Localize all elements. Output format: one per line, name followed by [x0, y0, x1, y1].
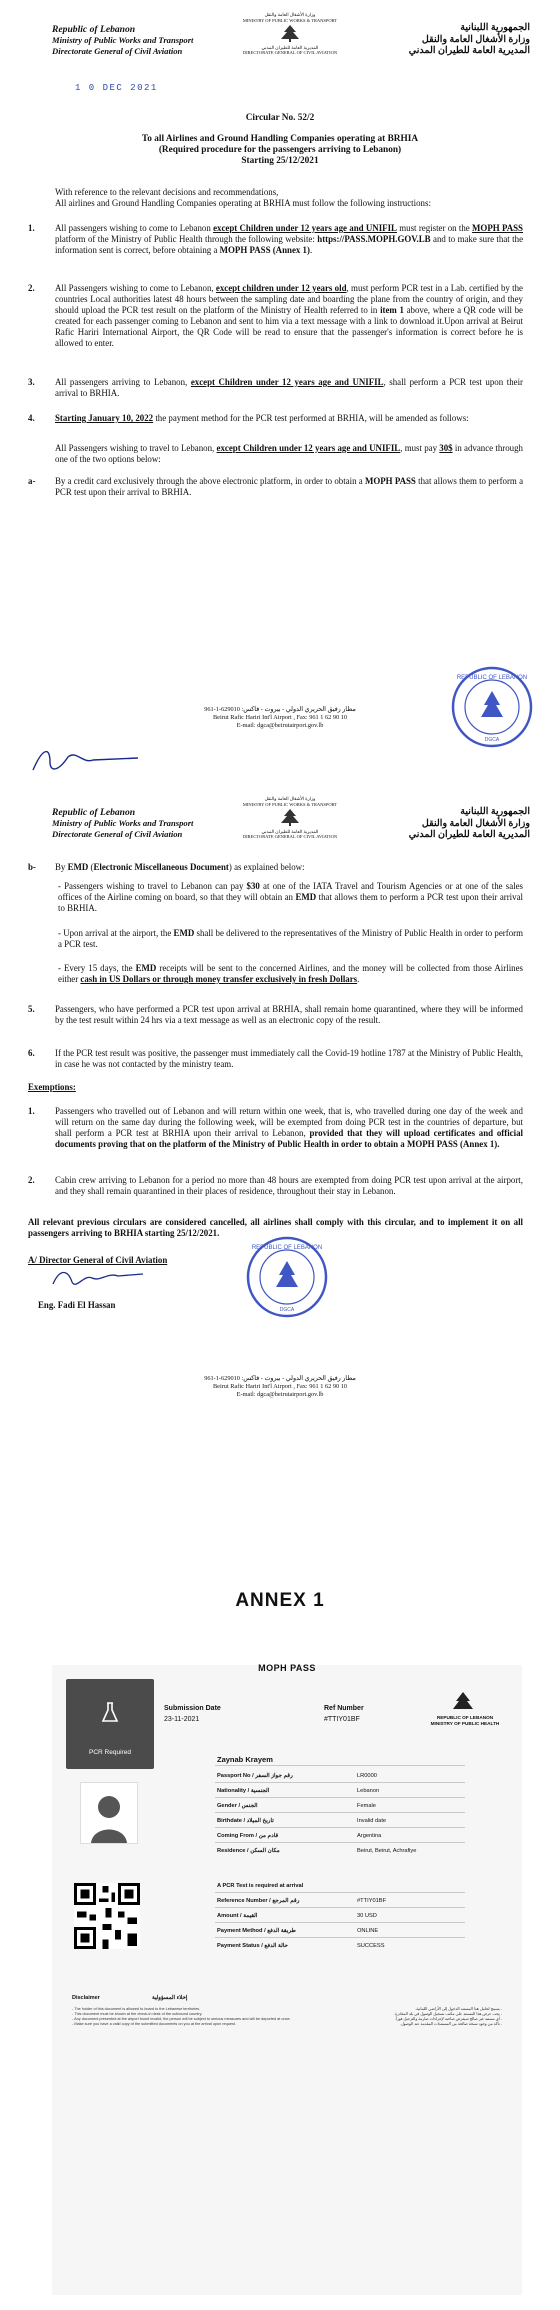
- exemption-1-paragraph: [55, 1106, 523, 1150]
- signer-title: A/ Director General of Civil Aviation: [28, 1255, 168, 1265]
- disclaimer-line: - Make sure you have a valid copy of the submitted documents on you at the arrival upon request.: [72, 2022, 236, 2026]
- emphasis: Starting January 10, 2022: [55, 413, 154, 423]
- text: .: [309, 245, 313, 256]
- text: Passengers who travelled out of Lebanon and will return within one week, that is, who travelled during one day of the week and will return on the same day during the following week, will be exempted from doing PCR test in the countries of departure, but shall perform a PCR test at BRHIA upon their arrival to Lebanon,: [55, 1106, 523, 1139]
- header-right-block: [409, 22, 530, 57]
- row-value: Beirut, Beirut, Achrafiye: [357, 1848, 417, 1854]
- footer-email: E-mail: dgca@beirutairport.gov.lb: [236, 722, 324, 729]
- item-letter: b-: [28, 862, 36, 872]
- text: and to make sure that the information sent is correct, before obtaining a: [55, 234, 524, 256]
- emphasis: item 1: [380, 305, 404, 316]
- circular-page-2: [0, 790, 560, 1550]
- disclaimer-line: - يسمح لحامل هذا المستند الدخول إلى الأراضي اللبنانية.: [415, 2007, 502, 2011]
- disclaimer-line: - Any document presented at the airport found invalid, the person will be subject to serious measures and will be deported at once.: [72, 2017, 291, 2021]
- row-label: Payment Method / طريقة الدفع: [217, 1928, 297, 1934]
- moph-pass-title: MOPH PASS: [258, 1663, 316, 1673]
- emphasis: EMD: [67, 862, 89, 872]
- center-line: وزارة الأشغال العامة والنقل: [264, 796, 316, 801]
- text: shall be delivered to the representatives of the Ministry of Public Health in order to perform a PCR test.: [58, 928, 524, 950]
- disclaimer-text-en: [72, 2007, 292, 2027]
- item-3-paragraph: [55, 377, 523, 399]
- svg-text:REPUBLIC OF LEBANON: REPUBLIC OF LEBANON: [251, 1245, 323, 1251]
- disclaimer-line: - يجب عرض هذا المستند على مكتب تسجيل الوصول في بلد المغادرة.: [393, 2012, 502, 2016]
- item-number: 3.: [28, 377, 35, 387]
- svg-text:DGCA: DGCA: [484, 737, 500, 743]
- center-line: DIRECTORATE GENERAL OF CIVIL AVIATION: [242, 50, 338, 55]
- page-footer: [0, 1375, 560, 1399]
- exemption-2-paragraph: Cabin crew arriving to Lebanon for a period no more than 48 hours are exempted from doing PCR test upon arrival at the airport, and they shall remain quarantined in their places of residence, throughout their stay in Lebanon.: [55, 1175, 523, 1197]
- item-number: 2.: [28, 283, 35, 293]
- emd-dash-1: [58, 881, 523, 914]
- seal-text: REPUBLIC OF LEBANON: [456, 675, 528, 681]
- divider: [215, 1892, 465, 1893]
- pcr-required-label: PCR Required: [89, 1749, 131, 1756]
- pcr-required-panel: [66, 1679, 154, 1769]
- item-2-paragraph: [55, 283, 523, 350]
- row-label: Birthdate / تاريخ الميلاد: [217, 1818, 274, 1824]
- text: platform of the Ministry of Public Health through the following website:: [55, 234, 318, 245]
- moph-url-link[interactable]: https://PASS.MOPH.GOV.LB: [317, 234, 431, 245]
- circular-subtitle: (Required procedure for the passengers arriving to Lebanon): [158, 145, 402, 155]
- text: - Every 15 days, the: [58, 963, 136, 973]
- row-value: Lebanon: [357, 1788, 380, 1794]
- header-left-line: Directorate General of Civil Aviation: [52, 829, 183, 839]
- row-label: Coming From / قادم من: [217, 1833, 279, 1839]
- text: , must perform PCR test in a Lab. certified by the countries Local authorities latest 48 hours between the sampling date and boarding the plane from the country of origin, and they should upload the PCR test result on the platform of the Ministry of Health referred to in: [55, 283, 523, 316]
- header-right-line: الجمهورية اللبنانية: [460, 806, 530, 817]
- row-value: SUCCESS: [357, 1943, 385, 1949]
- text: that allows them to perform a PCR test upon their arrival to BRHIA.: [58, 892, 523, 914]
- item-number: 4.: [28, 413, 35, 423]
- emphasis: provided that they will upload certificates and official documents proving that on the platform of the Ministry of Public Health in order to obtain a MOPH PASS (Annex 1).: [55, 1128, 523, 1150]
- item-number: 5.: [28, 1004, 35, 1014]
- center-line: وزارة الأشغال العامة والنقل: [264, 12, 316, 17]
- disclaimer-heading-ar: إخلاء المسؤولية: [152, 1995, 188, 2001]
- row-label: Passport No / رقم جواز السفر: [217, 1773, 293, 1779]
- text: All Passengers wishing to come to Lebanon,: [55, 283, 216, 293]
- exemption-number: 1.: [28, 1106, 35, 1116]
- emphasis: EMD: [135, 963, 157, 973]
- header-left-line: Directorate General of Civil Aviation: [52, 46, 183, 56]
- closing-statement: All relevant previous circulars are considered cancelled, all airlines shall comply with this circular, and to implement it on all passengers arriving to BRHIA starting 25/12/2021.: [28, 1217, 523, 1239]
- submission-date-value: 23-11-2021: [164, 1716, 200, 1723]
- footer-line: 961-1-629010 :مطار رفيق الحريري الدولي - بيروت - فاكس: [204, 706, 356, 713]
- divider: [215, 1922, 465, 1923]
- holder-photo: [80, 1782, 138, 1844]
- text: in advance through one of the two options below:: [55, 443, 523, 465]
- item-4-payment-paragraph: [55, 443, 523, 465]
- item-b-paragraph: [55, 862, 523, 873]
- divider: [215, 1797, 465, 1798]
- item-6-paragraph: If the PCR test result was positive, the passenger must immediately call the Covid-19 hotline 1787 at the Ministry of Public Health, in case he was not contacted by the ministry team.: [55, 1048, 523, 1070]
- circular-subtitle: To all Airlines and Ground Handling Companies operating at BRHIA: [141, 134, 419, 144]
- emphasis: Electronic Miscellaneous Document: [93, 862, 229, 872]
- svg-text:DGCA: DGCA: [279, 1307, 295, 1313]
- center-line: DIRECTORATE GENERAL OF CIVIL AVIATION: [242, 834, 338, 839]
- row-value: Female: [357, 1803, 376, 1809]
- row-value: ONLINE: [357, 1928, 379, 1934]
- row-value: Invalid date: [357, 1818, 387, 1824]
- header-right-line: وزارة الأشغال العامة والنقل: [421, 817, 530, 829]
- ministry-logo-line: MINISTRY OF PUBLIC HEALTH: [430, 1721, 500, 1726]
- item-number: 6.: [28, 1048, 35, 1058]
- text: , must pay: [400, 443, 440, 453]
- ref-number-label: Ref Number: [324, 1705, 364, 1712]
- text: above, where a QR code will be created for each passenger coming to Lebanon and sent to him via a text message with a link to download it.Upon arrival at Beirut Rafic Hariri International Airport, the QR Code will be read to ensure that the passenger's information is correct before he is allowed to enter.: [55, 305, 523, 349]
- divider: [215, 1812, 465, 1813]
- divider: [215, 1782, 465, 1783]
- header-left-block: [52, 807, 193, 840]
- submission-date-label: Submission Date: [164, 1705, 221, 1712]
- emphasis: cash in US Dollars or through money transfer exclusively in fresh Dollars: [80, 974, 358, 985]
- item-number: 1.: [28, 223, 35, 233]
- footer-line: Beirut Rafic Hariri Int'l Airport , Fax: 961 1 62 90 10: [212, 714, 348, 721]
- header-left-block: [52, 24, 193, 57]
- emphasis: except Children under 12 years age and UNIFIL: [190, 377, 384, 387]
- header-right-line: الجمهورية اللبنانية: [460, 22, 530, 33]
- emd-dash-2: [58, 928, 523, 950]
- emphasis: except Children under 12 years age and UNIFIL: [216, 443, 401, 453]
- divider: [215, 1827, 465, 1828]
- text: All passengers wishing to come to Lebanon: [55, 223, 214, 233]
- row-label: Amount / القيمة: [217, 1913, 258, 1919]
- text: (: [88, 862, 94, 872]
- divider: [215, 1765, 465, 1766]
- text: receipts will be sent to the concerned Airlines, and the money will be collected from those Airlines either: [58, 963, 523, 985]
- page-footer: [0, 706, 560, 730]
- emphasis: except children under 12 years old: [215, 283, 347, 293]
- text: - Upon arrival at the airport, the: [58, 928, 174, 938]
- text: at one of the IATA Travel and Tourism Agencies or at one of the sales offices of the Airline coming on board, so that they will obtain an: [58, 881, 523, 903]
- emphasis: EMD: [173, 928, 195, 938]
- circular-page-1: [0, 0, 560, 770]
- header-left-line: Republic of Lebanon: [52, 807, 136, 818]
- ministry-logo-line: REPUBLIC OF LEBANON: [436, 1715, 494, 1720]
- item-letter: a-: [28, 476, 36, 486]
- text: ) as explained below:: [228, 862, 305, 872]
- exemptions-heading: Exemptions:: [28, 1082, 76, 1092]
- emphasis: EMD: [295, 892, 317, 903]
- disclaimer-line: - تأكد من وجود نسخة صالحة من المستندات المقدمة عند الوصول.: [399, 2022, 502, 2026]
- text: By: [55, 862, 68, 872]
- header-left-line: Ministry of Public Works and Transport: [52, 818, 194, 828]
- circular-number: Circular No. 52/2: [245, 113, 315, 123]
- header-right-line: المديرية العامة للطيران المدني: [408, 829, 530, 840]
- initials-signature: [28, 742, 148, 782]
- emphasis: $30: [246, 881, 260, 891]
- holder-name: Zaynab Krayem: [217, 1755, 273, 1764]
- divider: [215, 1907, 465, 1908]
- center-line: المديرية العامة للطيران المدني: [261, 44, 319, 50]
- emphasis: MOPH PASS: [364, 476, 416, 486]
- row-value: 30 USD: [357, 1913, 377, 1919]
- emphasis: except Children under 12 years age and UNIFIL: [213, 223, 397, 233]
- ref-number-value: #TTIY01BF: [324, 1716, 360, 1723]
- footer-line: Beirut Rafic Hariri Int'l Airport , Fax: 961 1 62 90 10: [212, 1383, 348, 1390]
- footer-email: E-mail: dgca@beirutairport.gov.lb: [236, 1391, 324, 1398]
- person-silhouette-icon: [81, 1783, 137, 1843]
- row-label: Residence / مكان السكن: [217, 1848, 280, 1854]
- date-stamp: 1 0 DEC 2021: [75, 83, 158, 93]
- header-left-line: Republic of Lebanon: [52, 24, 136, 35]
- row-value: LR0000: [357, 1773, 377, 1779]
- cedar-emblem-icon: [273, 807, 307, 827]
- text: All Passengers wishing to travel to Lebanon,: [55, 443, 217, 453]
- emphasis: MOPH PASS (Annex 1): [219, 245, 310, 256]
- item-4-paragraph: [55, 413, 523, 424]
- text: All passengers arriving to Lebanon,: [55, 377, 191, 387]
- text: the payment method for the PCR test performed at BRHIA, will be amended as follows:: [153, 413, 469, 423]
- cedar-emblem-icon: [273, 23, 307, 43]
- text: - Passengers wishing to travel to Lebanon can pay: [58, 881, 247, 891]
- row-value: #TTIY01BF: [357, 1898, 387, 1904]
- item-a-paragraph: [55, 476, 523, 498]
- center-line: المديرية العامة للطيران المدني: [261, 828, 319, 834]
- moph-pass-card: [52, 1655, 522, 2295]
- header-right-line: المديرية العامة للطيران المدني: [408, 45, 530, 56]
- ministry-logo-icon: [448, 1691, 478, 1713]
- text: By a credit card exclusively through the above electronic platform, in order to obtain a: [55, 476, 365, 486]
- disclaimer-heading-en: Disclaimer: [72, 1995, 100, 2001]
- row-label: Reference Number / رقم المرجع: [217, 1898, 300, 1904]
- footer-line: 961-1-629010 :مطار رفيق الحريري الدولي - بيروت - فاكس: [204, 1375, 356, 1382]
- text: must register on the: [396, 223, 473, 233]
- header-right-line: وزارة الأشغال العامة والنقل: [421, 33, 530, 45]
- row-label: Nationality / الجنسية: [217, 1788, 270, 1794]
- header-emblem-block: [230, 796, 350, 840]
- qr-code-icon: [74, 1883, 140, 1949]
- disclaimer-line: - This document must be shown at the check-in desk of the outbound country.: [72, 2012, 203, 2016]
- annex-title: ANNEX 1: [235, 1590, 325, 1611]
- text: , shall perform a PCR test upon their arrival to BRHIA.: [55, 377, 524, 399]
- center-line: MINISTRY OF PUBLIC WORKS & TRANSPORT: [242, 801, 338, 807]
- center-line: MINISTRY OF PUBLIC WORKS & TRANSPORT: [242, 17, 338, 23]
- emphasis: MOPH PASS: [472, 223, 523, 233]
- lab-flask-icon: [100, 1701, 120, 1725]
- disclaimer-line: - أي مستند غير صالح سيعرض صاحبه لإجراءات صارمة والترحيل فوراً.: [394, 2017, 502, 2021]
- item-1-paragraph: [55, 223, 523, 256]
- item-5-paragraph: Passengers, who have performed a PCR test upon arrival at BRHIA, shall remain home quarantined, where they will be informed by the test result within 24 hrs via a text message as well as an electronic copy of the result.: [55, 1004, 523, 1026]
- row-value: Argentina: [357, 1833, 382, 1839]
- official-seal-stamp: [245, 1235, 329, 1319]
- circular-start-date: Starting 25/12/2021: [241, 156, 319, 166]
- exemption-number: 2.: [28, 1175, 35, 1185]
- header-right-block: [409, 806, 530, 841]
- emphasis: 30$: [439, 443, 453, 453]
- text: .: [357, 974, 360, 985]
- row-label: Payment Status / حالة الدفع: [217, 1943, 289, 1949]
- divider: [215, 1842, 465, 1843]
- director-signature: [48, 1264, 148, 1294]
- emd-dash-3: [58, 963, 523, 985]
- signer-name: Eng. Fadi El Hassan: [38, 1300, 116, 1310]
- disclaimer-text-ar: [302, 2007, 502, 2027]
- intro-paragraph: With reference to the relevant decisions and recommendations, All airlines and Ground Handling Companies operating at BRHIA must follow the following instructions:: [55, 187, 431, 209]
- disclaimer-line: - The holder of this document is allowed to board to the Lebanese territories.: [72, 2007, 201, 2011]
- header-emblem-block: [230, 12, 350, 56]
- text: that allows them to perform a PCR test upon their arrival to BRHIA.: [55, 476, 524, 498]
- header-left-line: Ministry of Public Works and Transport: [52, 35, 194, 45]
- pcr-note: A PCR Test is required at arrival: [217, 1883, 304, 1889]
- divider: [215, 1937, 465, 1938]
- row-label: Gender / الجنس: [217, 1803, 258, 1809]
